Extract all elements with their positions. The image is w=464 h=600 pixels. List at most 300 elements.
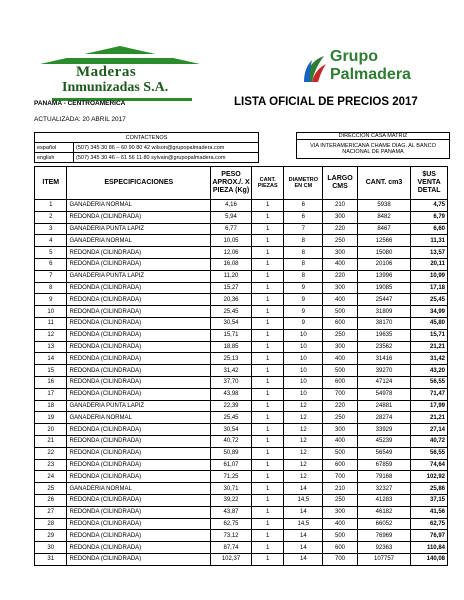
price: 25,45 <box>411 294 448 306</box>
diameter: 10 <box>284 365 323 377</box>
palmadera-line2: Palmadera <box>330 66 411 83</box>
weight: 15,71 <box>211 329 252 341</box>
diameter: 9 <box>284 294 323 306</box>
specification: REDONDA (CILINDRADA) <box>67 388 211 400</box>
specification: REDONDA (CILINDRADA) <box>67 447 211 459</box>
volume: 25447 <box>357 294 410 306</box>
weight: 61,07 <box>211 459 252 471</box>
pieces: 1 <box>251 388 283 400</box>
price: 62,75 <box>411 518 448 530</box>
specification: REDONDA (CILINDRADA) <box>67 329 211 341</box>
diameter: 8 <box>284 270 323 282</box>
contacts-table <box>34 132 259 163</box>
item-number: 15 <box>35 365 67 377</box>
diameter: 14,5 <box>284 494 323 506</box>
col-volume: CANT. cm3 <box>357 167 410 200</box>
diameter: 8 <box>284 235 323 247</box>
volume: 67859 <box>357 459 410 471</box>
length: 600 <box>323 459 358 471</box>
volume: 45239 <box>357 435 410 447</box>
length: 300 <box>323 282 358 294</box>
diameter: 12 <box>284 400 323 412</box>
length: 300 <box>323 211 358 223</box>
volume: 79168 <box>357 471 410 483</box>
volume: 46182 <box>357 506 410 518</box>
page-title: LISTA OFICIAL DE PRECIOS 2017 <box>234 96 418 108</box>
table-row <box>35 270 448 282</box>
price: 41,56 <box>411 506 448 518</box>
volume: 33929 <box>357 424 410 436</box>
weight: 10,05 <box>211 235 252 247</box>
specification: REDONDA (CILINDRADA) <box>67 294 211 306</box>
diameter: 9 <box>284 317 323 329</box>
price: 74,64 <box>411 459 448 471</box>
item-number: 16 <box>35 376 67 388</box>
length: 600 <box>323 317 358 329</box>
volume: 8482 <box>357 211 410 223</box>
pieces: 1 <box>251 400 283 412</box>
item-number: 25 <box>35 483 67 495</box>
diameter: 14 <box>284 506 323 518</box>
pieces: 1 <box>251 365 283 377</box>
diameter: 12 <box>284 424 323 436</box>
volume: 8467 <box>357 223 410 235</box>
weight: 62,75 <box>211 518 252 530</box>
diameter: 9 <box>284 306 323 318</box>
item-number: 7 <box>35 270 67 282</box>
item-number: 19 <box>35 412 67 424</box>
table-row <box>35 365 448 377</box>
table-row <box>35 553 448 565</box>
weight: 6,77 <box>211 223 252 235</box>
length: 300 <box>323 424 358 436</box>
price: 34,99 <box>411 306 448 318</box>
length: 400 <box>323 353 358 365</box>
volume: 12566 <box>357 235 410 247</box>
pieces: 1 <box>251 258 283 270</box>
table-row <box>35 235 448 247</box>
item-number: 14 <box>35 353 67 365</box>
item-number: 9 <box>35 294 67 306</box>
item-number: 24 <box>35 471 67 483</box>
length: 300 <box>323 506 358 518</box>
pieces: 1 <box>251 247 283 259</box>
weight: 30,71 <box>211 483 252 495</box>
length: 400 <box>323 294 358 306</box>
logo-line1: Maderas <box>76 64 137 80</box>
pieces: 1 <box>251 329 283 341</box>
volume: 31416 <box>357 353 410 365</box>
item-number: 28 <box>35 518 67 530</box>
price-list-page <box>32 40 450 592</box>
item-number: 1 <box>35 200 67 212</box>
pieces: 1 <box>251 518 283 530</box>
volume: 47124 <box>357 376 410 388</box>
table-row <box>35 306 448 318</box>
table-row <box>35 329 448 341</box>
weight: 71,25 <box>211 471 252 483</box>
diameter: 10 <box>284 341 323 353</box>
volume: 19085 <box>357 282 410 294</box>
specification: REDONDA (CILINDRADA) <box>67 247 211 259</box>
pieces: 1 <box>251 471 283 483</box>
volume: 15080 <box>357 247 410 259</box>
length: 300 <box>323 247 358 259</box>
item-number: 26 <box>35 494 67 506</box>
pieces: 1 <box>251 211 283 223</box>
price: 15,71 <box>411 329 448 341</box>
price: 56,55 <box>411 376 448 388</box>
region-label: PANAMA - CENTROAMERICA <box>34 100 126 107</box>
volume: 66052 <box>357 518 410 530</box>
col-diameter: DIAMETRO EN CM <box>284 167 323 200</box>
volume: 38170 <box>357 317 410 329</box>
weight: 12,06 <box>211 247 252 259</box>
col-weight: PESO APROX./. X PIEZA (Kg) <box>211 167 252 200</box>
weight: 30,54 <box>211 317 252 329</box>
diameter: 14 <box>284 542 323 554</box>
contact-lang: english <box>35 153 74 163</box>
table-row <box>35 447 448 459</box>
weight: 25,13 <box>211 353 252 365</box>
weight: 30,54 <box>211 424 252 436</box>
item-number: 22 <box>35 447 67 459</box>
specification: GANADERIA NORMAL <box>67 235 211 247</box>
item-number: 2 <box>35 211 67 223</box>
table-row <box>35 388 448 400</box>
volume: 23562 <box>357 341 410 353</box>
weight: 20,36 <box>211 294 252 306</box>
specification: REDONDA (CILINDRADA) <box>67 282 211 294</box>
pieces: 1 <box>251 294 283 306</box>
weight: 11,20 <box>211 270 252 282</box>
price: 102,92 <box>411 471 448 483</box>
pieces: 1 <box>251 542 283 554</box>
table-row <box>35 400 448 412</box>
volume: 39270 <box>357 365 410 377</box>
pieces: 1 <box>251 376 283 388</box>
item-number: 12 <box>35 329 67 341</box>
specification: REDONDA (CILINDRADA) <box>67 553 211 565</box>
volume: 20106 <box>357 258 410 270</box>
weight: 31,42 <box>211 365 252 377</box>
table-row <box>35 471 448 483</box>
specification: GANADERIA NORMAL <box>67 483 211 495</box>
pieces: 1 <box>251 270 283 282</box>
volume: 5938 <box>357 200 410 212</box>
length: 400 <box>323 435 358 447</box>
price: 6,60 <box>411 223 448 235</box>
volume: 41283 <box>357 494 410 506</box>
weight: 43,98 <box>211 388 252 400</box>
diameter: 12 <box>284 412 323 424</box>
length: 210 <box>323 483 358 495</box>
volume: 92363 <box>357 542 410 554</box>
pieces: 1 <box>251 317 283 329</box>
price: 140,08 <box>411 553 448 565</box>
diameter: 10 <box>284 376 323 388</box>
specification: REDONDA (CILINDRADA) <box>67 306 211 318</box>
palmadera-line1: Grupo <box>330 48 378 65</box>
item-number: 8 <box>35 282 67 294</box>
specification: REDONDA (CILINDRADA) <box>67 506 211 518</box>
col-item: ITEM <box>35 167 67 200</box>
price: 31,42 <box>411 353 448 365</box>
specification: REDONDA (CILINDRADA) <box>67 353 211 365</box>
price: 45,80 <box>411 317 448 329</box>
price: 71,47 <box>411 388 448 400</box>
item-number: 13 <box>35 341 67 353</box>
weight: 39,22 <box>211 494 252 506</box>
table-row <box>35 483 448 495</box>
table-row <box>35 247 448 259</box>
table-row <box>35 317 448 329</box>
diameter: 10 <box>284 329 323 341</box>
length: 400 <box>323 258 358 270</box>
diameter: 12 <box>284 459 323 471</box>
specification: REDONDA (CILINDRADA) <box>67 365 211 377</box>
price-rows <box>35 200 448 566</box>
price: 6,79 <box>411 211 448 223</box>
specification: REDONDA (CILINDRADA) <box>67 459 211 471</box>
pieces: 1 <box>251 553 283 565</box>
price: 4,75 <box>411 200 448 212</box>
price: 11,31 <box>411 235 448 247</box>
price: 10,99 <box>411 270 448 282</box>
table-row <box>35 424 448 436</box>
price: 37,15 <box>411 494 448 506</box>
weight: 25,45 <box>211 306 252 318</box>
diameter: 14 <box>284 530 323 542</box>
weight: 5,94 <box>211 211 252 223</box>
length: 700 <box>323 471 358 483</box>
pieces: 1 <box>251 494 283 506</box>
pieces: 1 <box>251 200 283 212</box>
weight: 102,37 <box>211 553 252 565</box>
weight: 25,45 <box>211 412 252 424</box>
specification: REDONDA (CILINDRADA) <box>67 518 211 530</box>
item-number: 4 <box>35 235 67 247</box>
diameter: 14 <box>284 483 323 495</box>
length: 220 <box>323 223 358 235</box>
table-row <box>35 412 448 424</box>
logo-line2: Inmunizadas S.A. <box>62 80 169 95</box>
specification: REDONDA (CILINDRADA) <box>67 317 211 329</box>
item-number: 21 <box>35 435 67 447</box>
diameter: 10 <box>284 353 323 365</box>
pieces: 1 <box>251 353 283 365</box>
weight: 18,85 <box>211 341 252 353</box>
length: 250 <box>323 412 358 424</box>
contacts-header: CONTACTENOS <box>35 133 259 143</box>
specification: REDONDA (CILINDRADA) <box>67 424 211 436</box>
col-price: $US VENTA DETAL <box>411 167 448 200</box>
table-row <box>35 376 448 388</box>
volume: 32327 <box>357 483 410 495</box>
table-row <box>35 459 448 471</box>
length: 250 <box>323 235 358 247</box>
weight: 40,72 <box>211 435 252 447</box>
price: 17,99 <box>411 400 448 412</box>
item-number: 30 <box>35 542 67 554</box>
specification: REDONDA (CILINDRADA) <box>67 494 211 506</box>
diameter: 6 <box>284 211 323 223</box>
price: 40,72 <box>411 435 448 447</box>
volume: 31809 <box>357 306 410 318</box>
item-number: 18 <box>35 400 67 412</box>
table-row <box>35 211 448 223</box>
table-row <box>35 506 448 518</box>
weight: 16,08 <box>211 258 252 270</box>
table-row <box>35 294 448 306</box>
length: 600 <box>323 376 358 388</box>
diameter: 9 <box>284 282 323 294</box>
weight: 50,89 <box>211 447 252 459</box>
contact-lang: español <box>35 143 74 153</box>
contact-info[interactable]: (507) 345 30 46 – 61 56 11 80 sylvain@grupopalmadera.com <box>74 153 259 163</box>
col-length: LARGO CMS <box>323 167 358 200</box>
pieces: 1 <box>251 424 283 436</box>
price: 20,11 <box>411 258 448 270</box>
pieces: 1 <box>251 282 283 294</box>
pieces: 1 <box>251 447 283 459</box>
length: 500 <box>323 306 358 318</box>
item-number: 3 <box>35 223 67 235</box>
item-number: 6 <box>35 258 67 270</box>
diameter: 12 <box>284 447 323 459</box>
col-specs: ESPECIFICACIONES <box>67 167 211 200</box>
specification: GANADERIA NORMAL <box>67 200 211 212</box>
contact-info[interactable]: (507) 345 30 86 – 60 90 80 42 wilson@grupopalmadera.com <box>74 143 259 153</box>
length: 700 <box>323 388 358 400</box>
length: 220 <box>323 400 358 412</box>
diameter: 14,5 <box>284 518 323 530</box>
table-row <box>35 530 448 542</box>
table-row <box>35 341 448 353</box>
specification: GANADERIA NORMAL <box>67 412 211 424</box>
volume: 107757 <box>357 553 410 565</box>
updated-date: ACTUALIZADA: 20 ABRIL 2017 <box>34 116 126 123</box>
specification: REDONDA (CILINDRADA) <box>67 211 211 223</box>
length: 500 <box>323 365 358 377</box>
item-number: 11 <box>35 317 67 329</box>
pieces: 1 <box>251 235 283 247</box>
specification: REDONDA (CILINDRADA) <box>67 376 211 388</box>
maderas-logo <box>32 46 204 104</box>
price: 21,21 <box>411 412 448 424</box>
table-row <box>35 200 448 212</box>
diameter: 10 <box>284 388 323 400</box>
col-pieces: CANT. PIEZAS <box>251 167 283 200</box>
length: 400 <box>323 518 358 530</box>
item-number: 31 <box>35 553 67 565</box>
weight: 73,12 <box>211 530 252 542</box>
price: 17,18 <box>411 282 448 294</box>
address-text: VIA INTERAMERICANA CHAME DIAG. AL BANCO NACIONAL DE PANAMA <box>297 140 450 159</box>
price: 110,84 <box>411 542 448 554</box>
table-row <box>35 494 448 506</box>
diameter: 8 <box>284 247 323 259</box>
pieces: 1 <box>251 306 283 318</box>
specification: GANADERIA PUNTA LAPIZ <box>67 400 211 412</box>
price: 43,20 <box>411 365 448 377</box>
price: 76,97 <box>411 530 448 542</box>
item-number: 20 <box>35 424 67 436</box>
volume: 28274 <box>357 412 410 424</box>
pieces: 1 <box>251 506 283 518</box>
item-number: 27 <box>35 506 67 518</box>
price: 21,21 <box>411 341 448 353</box>
weight: 15,27 <box>211 282 252 294</box>
table-row <box>35 435 448 447</box>
volume: 19635 <box>357 329 410 341</box>
table-row <box>35 518 448 530</box>
palmadera-leaf-icon <box>302 52 328 84</box>
length: 500 <box>323 447 358 459</box>
diameter: 7 <box>284 223 323 235</box>
specification: REDONDA (CILINDRADA) <box>67 435 211 447</box>
specification: REDONDA (CILINDRADA) <box>67 341 211 353</box>
diameter: 8 <box>284 258 323 270</box>
item-number: 23 <box>35 459 67 471</box>
specification: REDONDA (CILINDRADA) <box>67 258 211 270</box>
volume: 54978 <box>357 388 410 400</box>
pieces: 1 <box>251 341 283 353</box>
address-table <box>296 132 450 159</box>
weight: 43,87 <box>211 506 252 518</box>
item-number: 29 <box>35 530 67 542</box>
diameter: 12 <box>284 435 323 447</box>
item-number: 10 <box>35 306 67 318</box>
price-table <box>34 166 448 566</box>
pieces: 1 <box>251 412 283 424</box>
length: 600 <box>323 542 358 554</box>
price: 25,86 <box>411 483 448 495</box>
length: 300 <box>323 341 358 353</box>
price: 27,14 <box>411 424 448 436</box>
length: 210 <box>323 200 358 212</box>
address-header: DIRECCION CASA MATRIZ <box>297 133 450 140</box>
pieces: 1 <box>251 530 283 542</box>
table-row <box>35 223 448 235</box>
volume: 24881 <box>357 400 410 412</box>
pieces: 1 <box>251 459 283 471</box>
diameter: 12 <box>284 471 323 483</box>
table-row <box>35 542 448 554</box>
table-row <box>35 353 448 365</box>
length: 220 <box>323 270 358 282</box>
volume: 56549 <box>357 447 410 459</box>
specification: REDONDA (CILINDRADA) <box>67 530 211 542</box>
table-row <box>35 282 448 294</box>
table-row <box>35 258 448 270</box>
weight: 87,74 <box>211 542 252 554</box>
volume: 76969 <box>357 530 410 542</box>
volume: 13996 <box>357 270 410 282</box>
weight: 37,70 <box>211 376 252 388</box>
specification: REDONDA (CILINDRADA) <box>67 471 211 483</box>
weight: 4,16 <box>211 200 252 212</box>
length: 250 <box>323 494 358 506</box>
item-number: 17 <box>35 388 67 400</box>
item-number: 5 <box>35 247 67 259</box>
price: 56,55 <box>411 447 448 459</box>
diameter: 14 <box>284 553 323 565</box>
diameter: 6 <box>284 200 323 212</box>
pieces: 1 <box>251 483 283 495</box>
specification: GANADERIA PUNTA LAPIZ <box>67 223 211 235</box>
length: 700 <box>323 553 358 565</box>
